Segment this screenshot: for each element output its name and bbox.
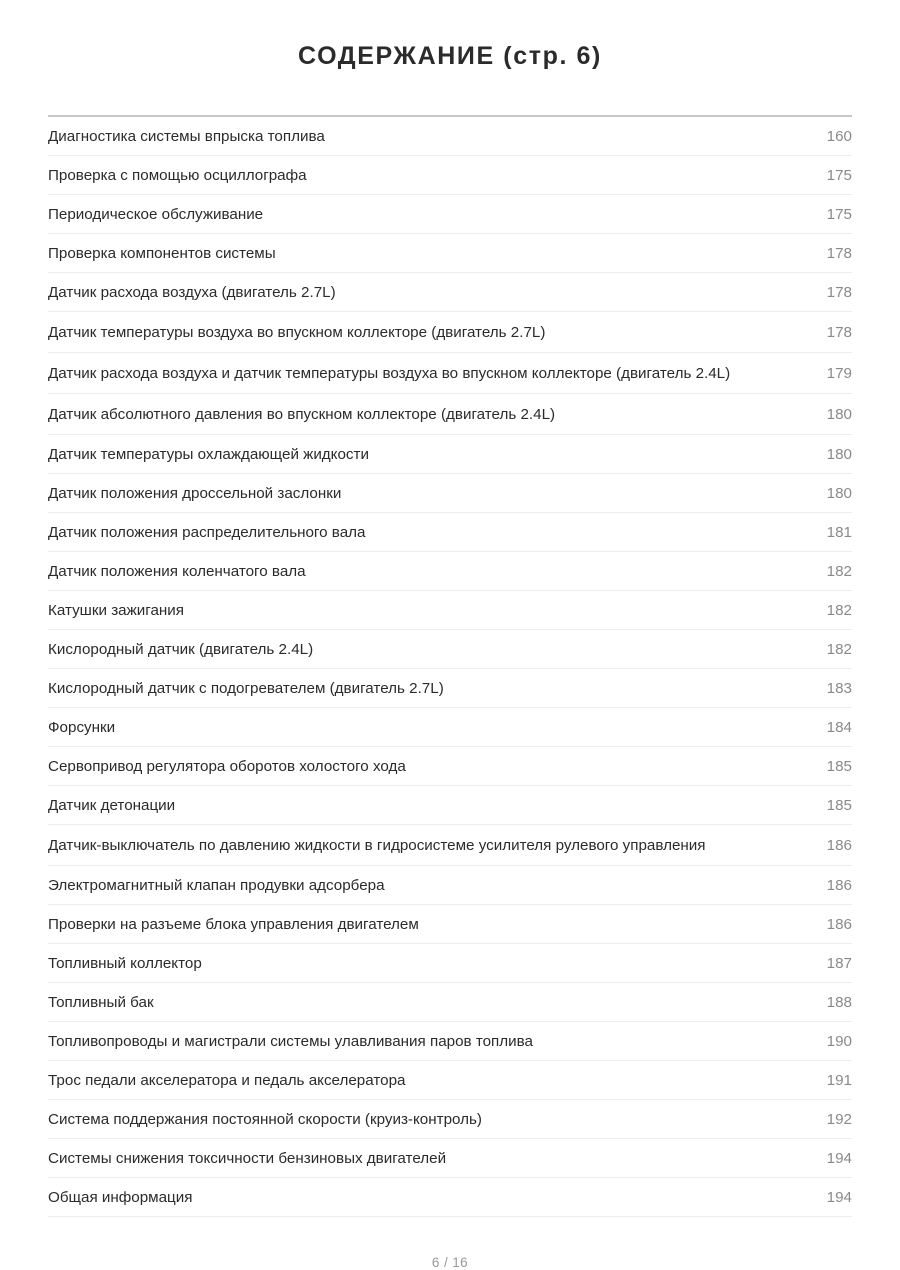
toc-entry-label: Датчик положения распределительного вала — [48, 523, 366, 541]
toc-entry-label: Системы снижения токсичности бензиновых двигателей — [48, 1149, 447, 1167]
toc-entry-label: Сервопривод регулятора оборотов холостого хода — [48, 757, 406, 775]
toc-entry[interactable] — [48, 708, 852, 747]
toc-entry[interactable] — [48, 394, 852, 435]
toc-entry-label: Датчик положения дроссельной заслонки — [48, 484, 342, 502]
toc-entry-page-number: 182 — [826, 601, 852, 619]
toc-entry[interactable] — [48, 1100, 852, 1139]
toc-entry-label: Датчик расхода воздуха и датчик температуры воздуха во впускном коллекторе (двигатель 2.4L) — [48, 364, 731, 382]
toc-entry-label: Катушки зажигания — [48, 601, 185, 619]
toc-entry[interactable] — [48, 195, 852, 234]
toc-entry-label: Кислородный датчик с подогревателем (двигатель 2.7L) — [48, 679, 444, 697]
toc-entry[interactable] — [48, 1139, 852, 1178]
toc-entry-page-number: 180 — [826, 405, 852, 423]
table-of-contents — [48, 115, 852, 1217]
toc-entry-label: Диагностика системы впрыска топлива — [48, 127, 325, 145]
toc-entry[interactable] — [48, 630, 852, 669]
toc-entry-label: Датчик-выключатель по давлению жидкости в гидросистеме усилителя рулевого управления — [48, 836, 706, 854]
toc-entry[interactable] — [48, 474, 852, 513]
toc-entry-label: Датчик температуры охлаждающей жидкости — [48, 445, 369, 463]
toc-entry[interactable] — [48, 669, 852, 708]
toc-entry-page-number: 178 — [826, 244, 852, 262]
toc-entry-page-number: 183 — [826, 679, 852, 697]
toc-entry-label: Топливопроводы и магистрали системы улавливания паров топлива — [48, 1032, 533, 1050]
toc-entry-page-number: 192 — [826, 1110, 852, 1128]
toc-entry-page-number: 187 — [826, 954, 852, 972]
toc-entry[interactable] — [48, 825, 852, 866]
toc-entry-label: Проверка с помощью осциллографа — [48, 166, 307, 184]
toc-entry-page-number: 194 — [826, 1149, 852, 1167]
toc-entry[interactable] — [48, 435, 852, 474]
toc-entry-label: Проверки на разъеме блока управления двигателем — [48, 915, 419, 933]
toc-entry-page-number: 190 — [826, 1032, 852, 1050]
toc-entry-label: Датчик положения коленчатого вала — [48, 562, 306, 580]
toc-entry[interactable] — [48, 944, 852, 983]
toc-entry-label: Датчик расхода воздуха (двигатель 2.7L) — [48, 283, 336, 301]
toc-entry-label: Датчик температуры воздуха во впускном коллекторе (двигатель 2.7L) — [48, 323, 546, 341]
toc-entry[interactable] — [48, 1061, 852, 1100]
toc-entry-label: Общая информация — [48, 1188, 193, 1206]
toc-entry[interactable] — [48, 273, 852, 312]
toc-entry-page-number: 185 — [826, 757, 852, 775]
toc-entry-page-number: 188 — [826, 993, 852, 1011]
toc-entry[interactable] — [48, 513, 852, 552]
toc-entry[interactable] — [48, 156, 852, 195]
toc-entry[interactable] — [48, 905, 852, 944]
toc-entry-page-number: 184 — [826, 718, 852, 736]
toc-entry-page-number: 186 — [826, 915, 852, 933]
toc-entry-page-number: 185 — [826, 796, 852, 814]
toc-entry[interactable] — [48, 117, 852, 156]
toc-entry-page-number: 191 — [826, 1071, 852, 1089]
toc-entry-page-number: 182 — [826, 562, 852, 580]
toc-entry-label: Электромагнитный клапан продувки адсорбера — [48, 876, 385, 894]
toc-entry-page-number: 194 — [826, 1188, 852, 1206]
toc-entry-page-number: 175 — [826, 166, 852, 184]
toc-entry-page-number: 186 — [826, 876, 852, 894]
toc-entry[interactable] — [48, 866, 852, 905]
toc-entry-label: Трос педали акселератора и педаль акселератора — [48, 1071, 406, 1089]
toc-entry[interactable] — [48, 1022, 852, 1061]
toc-entry-page-number: 178 — [826, 283, 852, 301]
toc-entry-label: Проверка компонентов системы — [48, 244, 276, 262]
toc-entry-label: Топливный коллектор — [48, 954, 202, 972]
toc-entry[interactable] — [48, 312, 852, 353]
toc-entry[interactable] — [48, 747, 852, 786]
toc-entry-page-number: 179 — [826, 364, 852, 382]
toc-entry-label: Периодическое обслуживание — [48, 205, 264, 223]
toc-entry-label: Кислородный датчик (двигатель 2.4L) — [48, 640, 314, 658]
toc-entry[interactable] — [48, 1178, 852, 1217]
toc-entry-page-number: 160 — [826, 127, 852, 145]
toc-entry-page-number: 180 — [826, 445, 852, 463]
toc-entry-label: Система поддержания постоянной скорости (круиз-контроль) — [48, 1110, 482, 1128]
toc-entry[interactable] — [48, 591, 852, 630]
toc-entry-page-number: 181 — [826, 523, 852, 541]
toc-entry[interactable] — [48, 983, 852, 1022]
toc-entry-page-number: 186 — [826, 836, 852, 854]
toc-entry[interactable] — [48, 786, 852, 825]
toc-entry-page-number: 180 — [826, 484, 852, 502]
toc-entry-label: Топливный бак — [48, 993, 154, 1011]
toc-entry-page-number: 182 — [826, 640, 852, 658]
toc-entry[interactable] — [48, 552, 852, 591]
toc-entry-label: Датчик абсолютного давления во впускном коллекторе (двигатель 2.4L) — [48, 405, 556, 423]
toc-entry-page-number: 175 — [826, 205, 852, 223]
page-footer: 6 / 16 — [431, 1254, 469, 1270]
toc-entry-label: Форсунки — [48, 718, 116, 736]
page-title: СОДЕРЖАНИЕ (стр. 6) — [298, 42, 602, 70]
toc-entry[interactable] — [48, 353, 852, 394]
toc-entry-page-number: 178 — [826, 323, 852, 341]
toc-entry-label: Датчик детонации — [48, 796, 176, 814]
toc-entry[interactable] — [48, 234, 852, 273]
